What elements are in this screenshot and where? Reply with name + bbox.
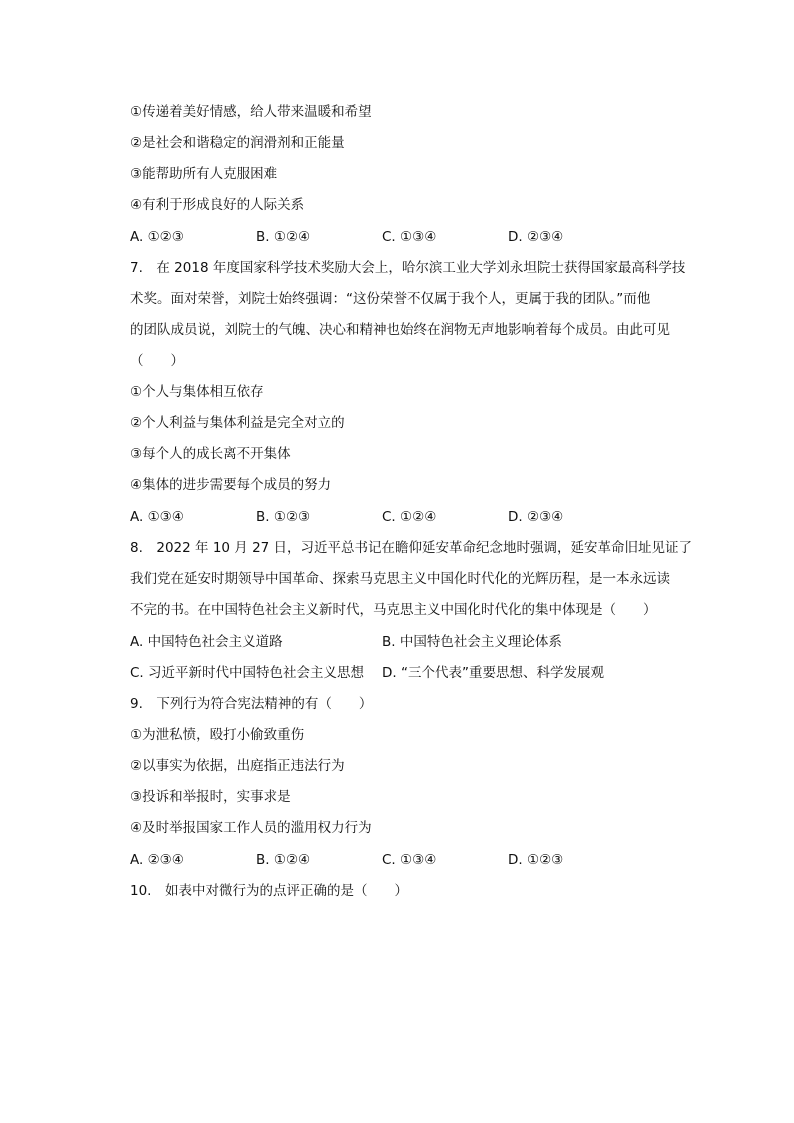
q6-item-4: ④有利于形成良好的人际关系 xyxy=(130,197,305,213)
q8-option-b: B. 中国特色社会主义理论体系 xyxy=(382,634,562,650)
q9-item-3: ③投诉和举报时，实事求是 xyxy=(130,789,291,805)
q7-item-2: ②个人利益与集体利益是完全对立的 xyxy=(130,415,345,431)
q7-stem-line-3: 的团队成员说，刘院士的气魄、决心和精神也始终在润物无声地影响着每个成员。由此可见 xyxy=(130,322,670,338)
q7-option-c: C. ①②④ xyxy=(382,509,437,525)
q8-options-row-2 xyxy=(130,663,690,683)
q7-option-b: B. ①②③ xyxy=(256,509,311,525)
q6-option-c: C. ①③④ xyxy=(382,229,437,245)
q7-options xyxy=(130,507,690,527)
q8-option-c: C. 习近平新时代中国特色社会主义思想 xyxy=(130,665,365,681)
q8-stem-line-2: 我们党在延安时期领导中国革命、探索马克思主义中国化时代化的光辉历程，是一本永远读 xyxy=(130,571,670,587)
q8-stem-line-3: 不完的书。在中国特色社会主义新时代，马克思主义中国化时代化的集中体现是（ ） xyxy=(130,602,657,618)
q9-option-b: B. ①②④ xyxy=(256,852,311,868)
q6-item-3: ③能帮助所有人克服困难 xyxy=(130,166,278,182)
q6-item-1: ①传递着美好情感，给人带来温暖和希望 xyxy=(130,104,372,120)
q9-item-1: ①为泄私愤，殴打小偷致重伤 xyxy=(130,727,305,743)
q7-stem-line-4: （ ） xyxy=(130,353,184,369)
q8-options-row-1 xyxy=(130,632,690,652)
q8-stem-line-1: 8. 2022 年 10 月 27 日，习近平总书记在瞻仰延安革命纪念地时强调，延安革命旧址见证了 xyxy=(130,540,693,556)
q6-option-b: B. ①②④ xyxy=(256,229,311,245)
q9-stem: 9. 下列行为符合宪法精神的有（ ） xyxy=(130,696,373,712)
q9-option-a: A. ②③④ xyxy=(130,852,184,868)
q9-item-4: ④及时举报国家工作人员的滥用权力行为 xyxy=(130,820,372,836)
q8-option-d: D. “三个代表”重要思想、科学发展观 xyxy=(382,665,604,681)
q9-item-2: ②以事实为依据，出庭指正违法行为 xyxy=(130,758,345,774)
q6-option-a: A. ①②③ xyxy=(130,229,184,245)
q9-option-d: D. ①②③ xyxy=(508,852,564,868)
q7-stem-line-2: 术奖。面对荣誉，刘院士始终强调：“这份荣誉不仅属于我个人，更属于我的团队。”而他 xyxy=(130,291,651,307)
q7-item-3: ③每个人的成长离不开集体 xyxy=(130,446,291,462)
q6-options xyxy=(130,227,690,247)
q7-item-1: ①个人与集体相互依存 xyxy=(130,384,264,400)
q9-option-c: C. ①③④ xyxy=(382,852,437,868)
q7-stem-line-1: 7. 在 2018 年度国家科学技术奖励大会上，哈尔滨工业大学刘永坦院士获得国家最高科学技 xyxy=(130,260,686,276)
q7-option-a: A. ①③④ xyxy=(130,509,184,525)
q8-option-a: A. 中国特色社会主义道路 xyxy=(130,634,283,650)
q10-stem: 10. 如表中对微行为的点评正确的是（ ） xyxy=(130,883,408,899)
q6-option-d: D. ②③④ xyxy=(508,229,564,245)
q7-item-4: ④集体的进步需要每个成员的努力 xyxy=(130,477,332,493)
q7-option-d: D. ②③④ xyxy=(508,509,564,525)
q6-item-2: ②是社会和谐稳定的润滑剂和正能量 xyxy=(130,135,345,151)
q9-options xyxy=(130,850,690,870)
